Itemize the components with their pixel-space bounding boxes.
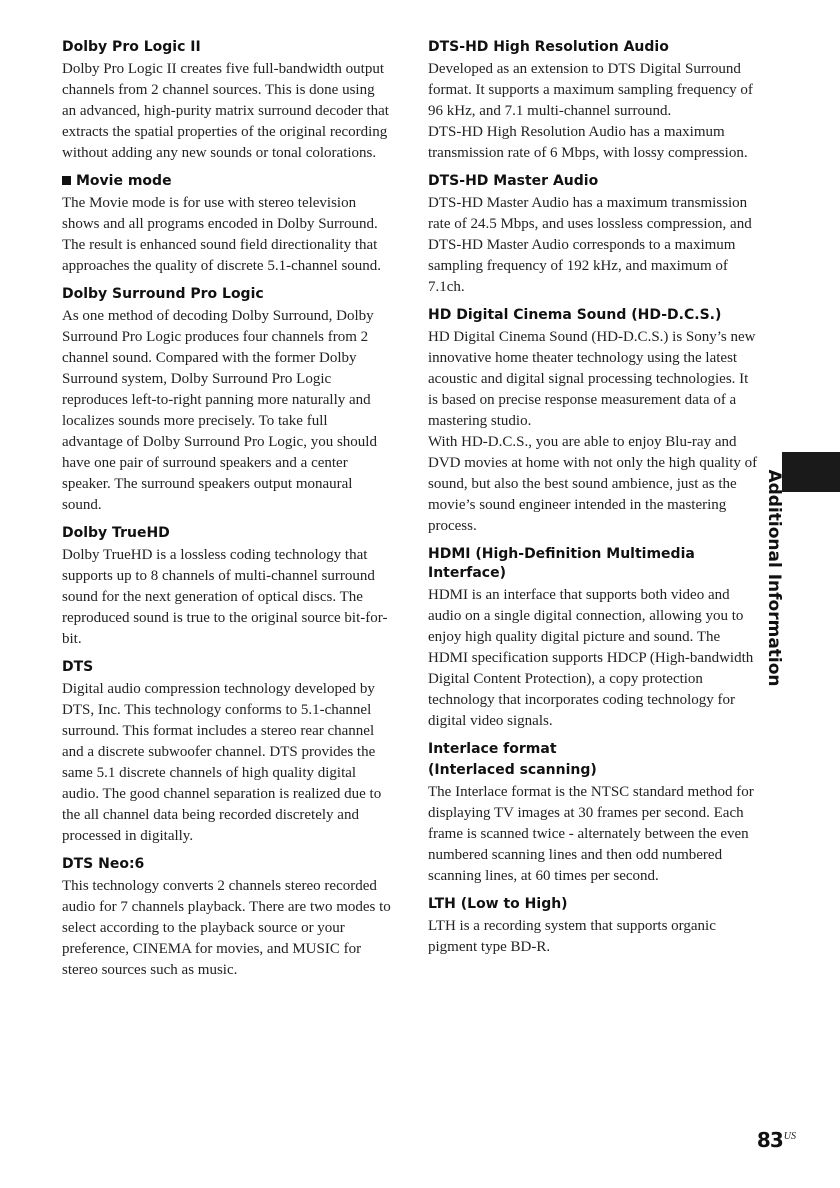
- side-tab-text: Additional Information: [764, 469, 784, 687]
- section-heading: DTS: [62, 659, 94, 675]
- section-heading: DTS-HD High Resolution Audio: [428, 39, 669, 55]
- section-tab-marker: [782, 452, 840, 492]
- page-number-value: 83: [756, 1128, 783, 1152]
- section-hd-dcs: [428, 306, 758, 537]
- section-body: The Movie mode is for use with stereo television shows and all programs encoded in Dolby Surround. The result is enhanced sound field directionality that approaches the quality of discrete 5.1-channel sound.: [62, 195, 382, 274]
- section-dts: [62, 658, 392, 847]
- section-heading: Dolby Pro Logic II: [62, 39, 201, 55]
- section-movie-mode: [62, 172, 392, 277]
- section-body: Dolby TrueHD is a lossless coding technology that supports up to 8 channels of multi-channel surround sound for the next generation of optical discs. The reproduced sound is true to the original source bit-for-bit.: [62, 547, 388, 647]
- section-body: The Interlace format is the NTSC standard method for displaying TV images at 30 frames per second. Each frame is scanned twice - alternately between the even numbered scanning lines and then odd numbered scanning lines, at 60 times per second.: [428, 784, 754, 884]
- section-body: DTS-HD Master Audio has a maximum transmission rate of 24.5 Mbps, and uses lossless compression, and DTS-HD Master Audio corresponds to a maximum sampling frequency of 192 kHz, and maximum of 7.1ch.: [428, 195, 752, 295]
- right-column: [428, 38, 758, 966]
- left-column: [62, 38, 392, 989]
- page-number-suffix: US: [783, 1131, 796, 1143]
- section-body: HD Digital Cinema Sound (HD-D.C.S.) is Sony’s new innovative home theater technology using the latest acoustic and digital signal processing technologies. It is based on precise response measurement data of a mastering studio.: [428, 329, 756, 429]
- section-body: As one method of decoding Dolby Surround, Dolby Surround Pro Logic produces four channels from 2 channel sound. Compared with the former Dolby Surround system, Dolby Surround Pro Logic reproduces left-to-right panning more naturally and localizes sounds more precisely. To take full advantage of Dolby Surround Pro Logic, you should have one pair of surround speakers and a center speaker. The surround speakers output monaural sound.: [62, 308, 377, 513]
- section-body: DTS-HD High Resolution Audio has a maximum transmission rate of 6 Mbps, with lossy compression.: [428, 124, 748, 161]
- section-dolby-truehd: [62, 524, 392, 650]
- page-number: [757, 1128, 796, 1152]
- section-body: Dolby Pro Logic II creates five full-bandwidth output channels from 2 channel sources. This is done using an advanced, high-purity matrix surround decoder that extracts the spatial properties of the original recording without adding any new sounds or tonal colorations.: [62, 61, 389, 161]
- section-body: LTH is a recording system that supports organic pigment type BD-R.: [428, 918, 716, 955]
- section-heading: HDMI (High-Definition Multimedia Interface): [428, 546, 695, 581]
- section-heading: (Interlaced scanning): [428, 762, 597, 778]
- side-tab-label: [759, 469, 789, 687]
- section-body: Developed as an extension to DTS Digital Surround format. It supports a maximum sampling frequency of 96 kHz, and 7.1 multi-channel surround.: [428, 61, 753, 119]
- subsection-heading-label: Movie mode: [76, 173, 172, 189]
- section-dts-hd-high-resolution: [428, 38, 758, 164]
- section-body: Digital audio compression technology developed by DTS, Inc. This technology conforms to 5.1-channel surround. This format includes a stereo rear channel and a discrete subwoofer channel. DTS provides the same 5.1 discrete channels of high quality digital audio. The good channel separation is realized due to the all channel data being recorded discretely and processed in digitally.: [62, 681, 382, 844]
- section-heading: DTS-HD Master Audio: [428, 173, 599, 189]
- section-hdmi: [428, 545, 758, 732]
- section-body: This technology converts 2 channels stereo recorded audio for 7 channels playback. There are two modes to select according to the playback source or your preference, CINEMA for movies, and MUSIC for stereo sources such as music.: [62, 878, 391, 978]
- section-lth: [428, 895, 758, 958]
- section-heading: DTS Neo:6: [62, 856, 145, 872]
- section-heading: Dolby Surround Pro Logic: [62, 286, 264, 302]
- square-bullet-icon: [62, 176, 71, 185]
- section-body: HDMI is an interface that supports both video and audio on a single digital connection, allowing you to enjoy high quality digital picture and sound. The HDMI specification supports HDCP (High-bandwidth Digital Content Protection), a copy protection technology that incorporates coding technology for digital video signals.: [428, 587, 754, 729]
- section-heading: Dolby TrueHD: [62, 525, 170, 541]
- section-heading: Interlace format: [428, 741, 557, 757]
- subsection-heading: [62, 172, 392, 191]
- section-dts-neo6: [62, 855, 392, 981]
- section-interlace-format: [428, 740, 758, 887]
- section-dolby-pro-logic-ii: [62, 38, 392, 164]
- section-body: With HD-D.C.S., you are able to enjoy Blu-ray and DVD movies at home with not only the high quality of sound, but also the best sound ambience, just as the movie’s sound engineer intended in the mastering process.: [428, 434, 758, 534]
- section-dts-hd-master-audio: [428, 172, 758, 298]
- section-heading: LTH (Low to High): [428, 896, 568, 912]
- section-dolby-surround-pro-logic: [62, 285, 392, 516]
- section-heading: HD Digital Cinema Sound (HD-D.C.S.): [428, 307, 722, 323]
